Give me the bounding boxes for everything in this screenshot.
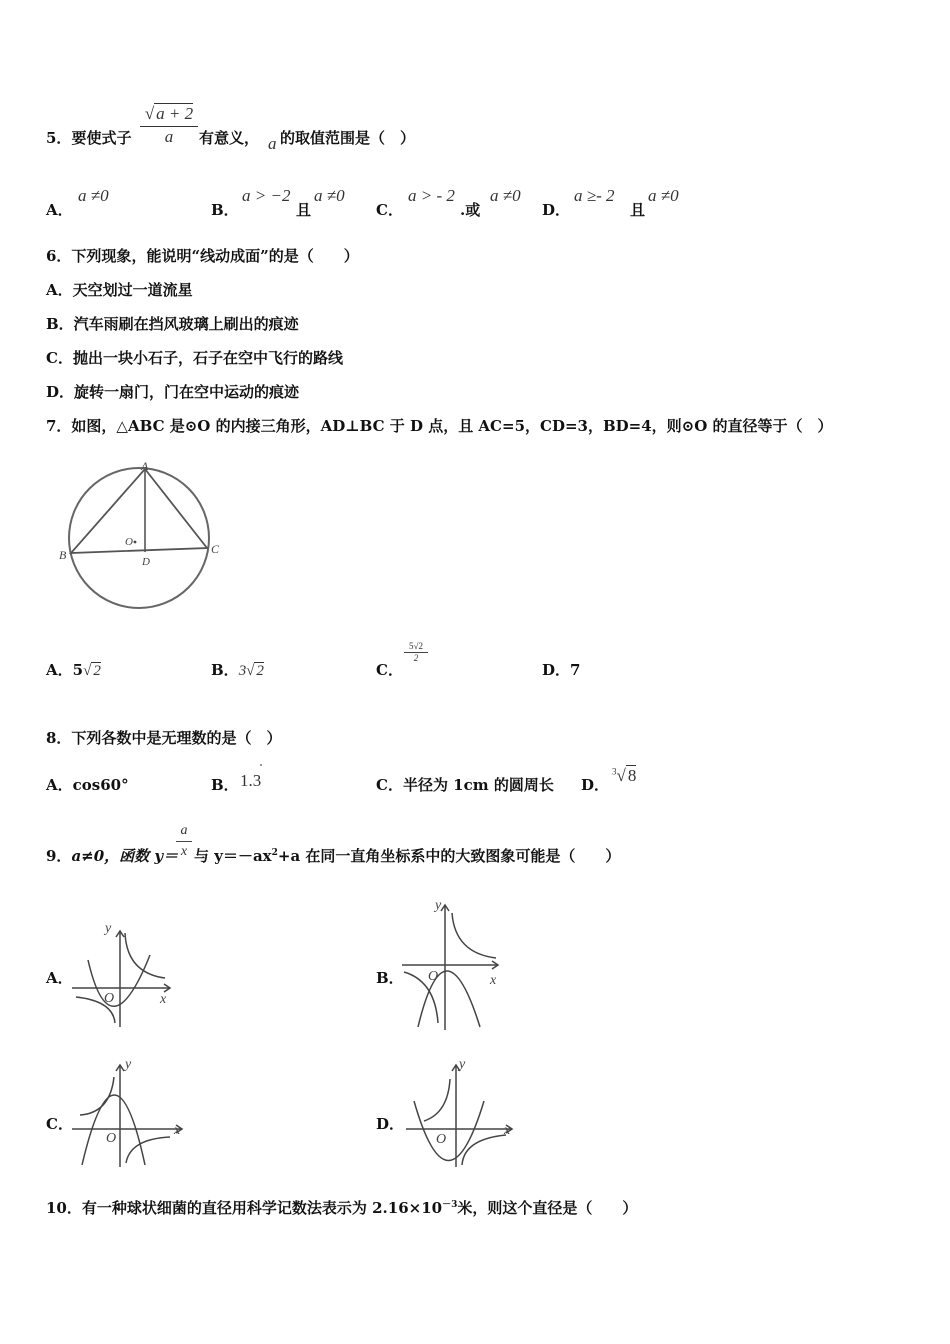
- q9-stem: [46, 845, 178, 866]
- q5-option-d-math1: a ≥- 2: [574, 186, 615, 205]
- q9-b-y-label: y: [435, 898, 442, 913]
- q8-option-a: A．cos60°: [46, 776, 129, 794]
- q5-option-c-math2: a ≠0: [490, 186, 521, 205]
- q8-option-d-index: 3: [612, 766, 617, 777]
- q7-center-dot: [134, 541, 137, 544]
- q9-option-a-label: A．: [46, 969, 73, 987]
- q7-option-d-value: 7: [570, 661, 581, 679]
- q7-label-a: A: [141, 459, 149, 473]
- q5-option-d-math2: a ≠0: [648, 186, 679, 205]
- q7-option-b-coef: 3: [238, 663, 247, 679]
- q9-tail: +a 在同一直角坐标系中的大致图象可能是（ ）: [277, 847, 621, 865]
- q6-option-b: B．汽车雨刷在挡风玻璃上刷出的痕迹: [46, 315, 299, 333]
- q10-suffix: 米，则这个直径是（ ）: [457, 1199, 638, 1217]
- q7-circle-figure: [55, 455, 225, 615]
- q5-option-b-math1: a > −2: [242, 186, 291, 205]
- q8-option-c: C．半径为 1cm 的圆周长: [376, 776, 554, 794]
- q5-option-d-label: D．: [542, 201, 571, 219]
- q5-option-c-math1: a > - 2: [408, 186, 455, 205]
- q9-fraction: [176, 821, 192, 862]
- q7-option-c-den: 2: [413, 653, 419, 663]
- q5-option-a-math: a ≠0: [78, 186, 109, 205]
- q5-option-c-joiner: .或: [460, 201, 481, 219]
- q9-number: 9．: [46, 847, 72, 865]
- q9-sup: 2: [271, 848, 278, 858]
- q10-prefix: 10．有一种球状细菌的直径用科学记数法表示为 2.16×10: [46, 1199, 443, 1217]
- q5-number: 5．: [46, 129, 72, 147]
- q7-label-d: D: [142, 556, 150, 568]
- q7-label-b: B: [59, 548, 67, 562]
- q7-option-c-label: C．: [376, 661, 403, 679]
- q5-option-a-label: A．: [46, 201, 73, 219]
- q7-option-c-fraction: [404, 641, 428, 664]
- q9-a-x-label: x: [160, 992, 167, 1007]
- q7-triangle: [71, 469, 207, 553]
- q8-option-b-value: 1.3: [240, 771, 262, 790]
- q5-suffix2: 的取值范围是（ ）: [280, 129, 416, 147]
- q5-frac-den: a: [164, 127, 174, 146]
- q5-option-b-joiner: 且: [296, 201, 312, 219]
- q7-option-b-rad: 2: [256, 663, 264, 679]
- q5-suffix1: 有意义，: [199, 129, 260, 147]
- q6-option-c: C．抛出一块小石子，石子在空中飞行的路线: [46, 349, 343, 367]
- q8-option-b-label: B．: [211, 776, 239, 794]
- q6-option-d: D．旋转一扇门，门在空中运动的痕迹: [46, 383, 300, 401]
- q9-frac-num: a: [180, 823, 188, 838]
- q6-stem: 6．下列现象，能说明“线动成面”的是（ ）: [46, 247, 359, 265]
- q7-option-a-label: A．: [46, 661, 73, 679]
- q8-repeating-dot: [260, 764, 262, 766]
- q9-b-x-label: x: [490, 973, 497, 988]
- q7-option-a-coef: 5: [72, 661, 84, 679]
- q9-option-b-label: B．: [376, 969, 404, 987]
- q9-c-origin: O: [106, 1131, 117, 1146]
- q9-graph-a: [70, 915, 180, 1030]
- q5-var: a: [268, 134, 277, 153]
- q5-stem: [46, 127, 131, 148]
- q9-a-y-label: y: [105, 921, 112, 936]
- q9-a-origin: O: [104, 991, 115, 1006]
- q7-option-a: A．5√ 2: [46, 661, 101, 679]
- q9-option-c-label: C．: [46, 1115, 73, 1133]
- q9-graph-b: [400, 895, 510, 1035]
- q5-option-b-label: B．: [211, 201, 239, 219]
- q7-option-b-label: B．: [211, 661, 239, 679]
- q9-cond: a≠0，函数 y＝: [71, 847, 179, 865]
- q9-d-origin: O: [436, 1132, 447, 1147]
- q10-stem: [46, 1197, 637, 1218]
- q9-graph-c: [70, 1055, 195, 1170]
- q5-frac-num: a + 2: [156, 104, 194, 123]
- q7-label-c: C: [211, 542, 220, 556]
- q5-option-d-joiner: 且: [630, 201, 646, 219]
- q9-rest: [194, 845, 620, 866]
- q8-option-d-root: $^3$√ 8: [612, 766, 637, 785]
- q9-graph-d: [400, 1055, 525, 1170]
- q7-option-b: B．3√ 2: [211, 661, 264, 679]
- q9-d-y-label: y: [459, 1057, 466, 1072]
- q7-circle: [69, 468, 209, 608]
- q8-option-d-label: D．: [581, 776, 610, 794]
- q9-d-x-label: x: [504, 1123, 511, 1138]
- q7-option-a-rad: 2: [93, 663, 101, 679]
- q8-stem: 8．下列各数中是无理数的是（ ）: [46, 729, 282, 747]
- q5-option-c-label: C．: [376, 201, 403, 219]
- q9-frac-den: x: [176, 841, 192, 862]
- q9-b-origin: O: [428, 969, 439, 984]
- q5-option-b-math2: a ≠0: [314, 186, 345, 205]
- q7-stem: 7．如图，△ABC 是⊙O 的内接三角形，AD⊥BC 于 D 点，且 AC=5，CD=3，BD=4，则⊙O 的直径等于（ ）: [46, 417, 833, 435]
- q8-option-d-rad: 8: [627, 766, 637, 785]
- q5-prefix: 要使式子: [71, 129, 132, 147]
- q10-sup: －3: [442, 1200, 458, 1210]
- q6-option-a: A．天空划过一道流星: [46, 281, 193, 299]
- q7-option-c-num: 5√2: [404, 641, 428, 653]
- q7-option-d-label: D．: [542, 661, 571, 679]
- q9-c-x-label: x: [174, 1123, 181, 1138]
- q7-label-o: O: [125, 536, 133, 548]
- q9-c-y-label: y: [125, 1057, 132, 1072]
- q9-option-d-label: D．: [376, 1115, 405, 1133]
- q5-fraction: √ a + 2 a: [140, 104, 198, 147]
- q7-option-d: [542, 659, 580, 680]
- q9-mid: 与 y＝－ax: [194, 847, 272, 865]
